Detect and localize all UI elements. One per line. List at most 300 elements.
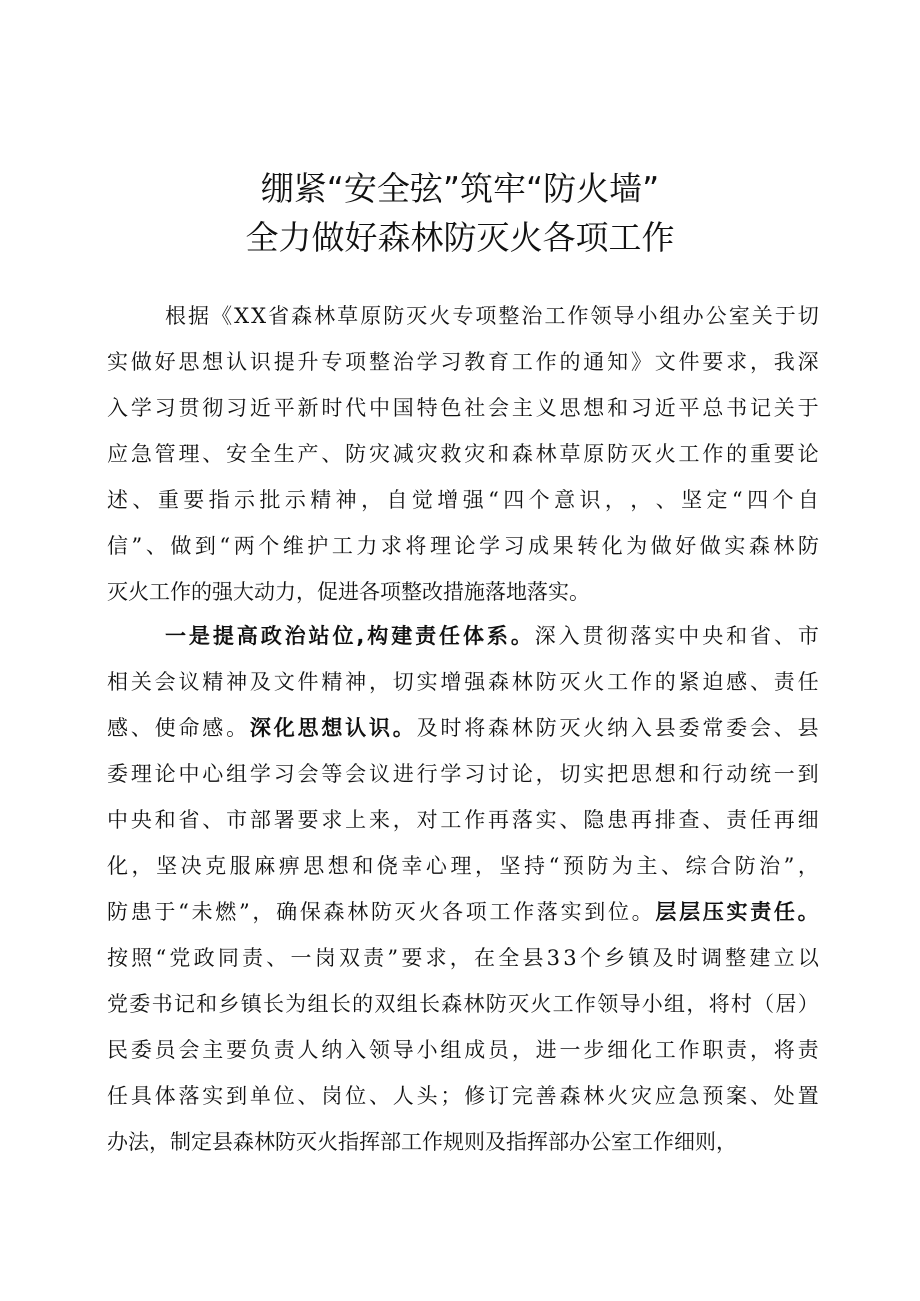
body-char: ”: [131, 534, 143, 558]
body-char: “: [488, 488, 499, 512]
body-char: 任: [797, 670, 819, 694]
body-char: 示: [234, 488, 256, 512]
bold-heading-char: 层: [679, 900, 701, 924]
body-char: 实: [654, 624, 676, 648]
body-char: 善: [535, 1084, 557, 1108]
bold-heading-char: 化: [273, 716, 295, 740]
bold-heading-char: 任: [439, 624, 461, 648]
body-char: 组: [226, 762, 248, 786]
body-char: 理: [178, 442, 200, 466]
body-char: ，: [604, 488, 626, 512]
body-char: 项: [475, 304, 497, 328]
bold-heading-char: 实: [726, 900, 748, 924]
body-char: 感: [202, 716, 224, 740]
body-char: 个: [258, 534, 280, 558]
body-char: 理: [130, 762, 152, 786]
body-char: 任: [749, 808, 771, 832]
body-char: 思: [559, 396, 581, 420]
body-char: 会: [488, 396, 509, 420]
body-char: 委: [129, 992, 151, 1016]
body-char: 立: [773, 946, 795, 970]
body-char: 森: [441, 992, 463, 1016]
body-char: 县: [654, 716, 676, 740]
body-char: 乡: [604, 946, 626, 970]
body-char: 工: [331, 534, 353, 558]
body-char: 林: [773, 534, 795, 558]
body-char: 论: [454, 534, 476, 558]
body-char: 员: [154, 1038, 176, 1062]
body-char: 减: [392, 442, 414, 466]
body-char: 为: [611, 854, 633, 878]
body-char: 使: [154, 716, 176, 740]
body-char: 森: [511, 442, 533, 466]
body-char: 习: [503, 534, 525, 558]
bold-heading-char: 构: [367, 624, 389, 648]
body-char: 增: [440, 670, 462, 694]
body-char: 将: [464, 716, 486, 740]
body-char: 述: [107, 488, 128, 512]
body-char: 行: [416, 762, 438, 786]
body-char: 于: [797, 396, 819, 420]
body-char: 双: [338, 946, 360, 970]
body-char: ，: [392, 808, 414, 832]
body-char: 再: [488, 808, 509, 832]
body-char: 成: [528, 534, 550, 558]
body-char: 火: [530, 992, 552, 1016]
body-char: 会: [154, 670, 176, 694]
body-char: 部: [249, 808, 271, 832]
body-char: 习: [226, 396, 248, 420]
body-char: 居: [775, 992, 797, 1016]
body-char: 来: [368, 808, 390, 832]
body-char: 工: [149, 580, 170, 604]
body-char: 增: [437, 488, 459, 512]
body-char: 和: [678, 762, 700, 786]
body-char: 火: [583, 670, 605, 694]
body-char: 转: [577, 534, 599, 558]
body-char: 工: [678, 442, 700, 466]
body-char: 主: [202, 1038, 224, 1062]
body-char: 神: [345, 670, 367, 694]
body-char: 责: [726, 808, 748, 832]
body-char: 统: [749, 762, 771, 786]
body-char: 要: [297, 808, 319, 832]
body-char: 专: [321, 350, 343, 374]
body-char: 中: [368, 396, 390, 420]
body-char: 导: [613, 304, 635, 328]
body-char: 记: [173, 992, 195, 1016]
body-char: 一: [290, 946, 312, 970]
body-char: 色: [440, 396, 462, 420]
body-char: 火: [418, 900, 440, 924]
body-char: 防: [734, 854, 756, 878]
body-char: 、: [297, 1084, 319, 1108]
body-char: 委: [726, 716, 748, 740]
body-char: 习: [273, 762, 295, 786]
body-char: 关: [751, 304, 773, 328]
body-char: 林: [347, 900, 369, 924]
body-char: 照: [131, 946, 153, 970]
body-char: 维: [282, 534, 304, 558]
body-char: 防: [535, 716, 557, 740]
body-char: ，: [252, 900, 274, 924]
body-char: 对: [416, 808, 438, 832]
body-char: 一: [559, 1038, 581, 1062]
body-char: 乡: [218, 992, 240, 1016]
body-char: 灭: [559, 716, 581, 740]
body-char: ，: [149, 1130, 170, 1154]
body-char: 到: [584, 900, 606, 924]
body-char: ，: [716, 1130, 737, 1154]
body-char: 和: [352, 854, 374, 878]
body-line: [107, 388, 819, 428]
body-char: 工: [440, 808, 462, 832]
body-char: “: [731, 488, 743, 512]
body-char: 修: [464, 1084, 486, 1108]
body-char: 挥: [359, 1130, 380, 1154]
body-char: 、: [202, 808, 224, 832]
body-char: 识: [249, 350, 271, 374]
body-char: 火: [583, 716, 605, 740]
body-char: 求: [321, 808, 343, 832]
body-char: ，: [449, 946, 471, 970]
body-char: 责: [273, 1038, 295, 1062]
body-char: ，: [474, 854, 496, 878]
body-char: 学: [440, 762, 462, 786]
body-char: 施: [464, 580, 485, 604]
bold-heading-char: 深: [249, 716, 271, 740]
body-char: 预: [702, 1084, 724, 1108]
body-char: 指: [338, 1130, 359, 1154]
body-char: 做: [130, 350, 152, 374]
document-title-line-1: 绷紧“安全弦”筑牢“防火墙”: [260, 169, 660, 208]
body-char: 的: [191, 580, 212, 604]
body-char: 平: [678, 396, 700, 420]
body-char: 议: [368, 762, 390, 786]
body-char: 委: [130, 1038, 152, 1062]
body-char: 部: [548, 1130, 569, 1154]
body-char: 强: [212, 580, 233, 604]
body-char: 想: [202, 350, 224, 374]
body-char: 成: [464, 1038, 486, 1062]
body-char: 责: [363, 946, 385, 970]
body-char: ，: [368, 670, 390, 694]
body-char: ）: [797, 992, 819, 1016]
body-char: 确: [276, 900, 298, 924]
body-char: 火: [607, 1084, 629, 1108]
body-char: 整: [498, 304, 520, 328]
body-line: [107, 342, 819, 382]
body-char: 专: [452, 304, 474, 328]
body-char: 思: [178, 350, 200, 374]
body-char: 感: [726, 670, 748, 694]
body-char: 代: [345, 396, 367, 420]
body-char: 则: [695, 1130, 716, 1154]
body-char: 建: [749, 946, 771, 970]
body-char: 书: [151, 992, 173, 1016]
bold-heading-char: 。: [510, 624, 532, 648]
body-char: ”: [387, 946, 399, 970]
body-char: 规: [443, 1130, 464, 1154]
body-char: 生: [273, 442, 295, 466]
body-char: 的: [654, 670, 676, 694]
body-char: 意: [554, 488, 576, 512]
body-char: 保: [299, 900, 321, 924]
body-char: 指: [506, 1130, 527, 1154]
body-char: 四: [747, 488, 769, 512]
body-line: [107, 800, 819, 840]
body-char: ，: [797, 854, 819, 878]
body-char: 动: [726, 762, 748, 786]
body-char: 我: [773, 350, 795, 374]
body-char: 单: [249, 1084, 271, 1108]
body-char: 及: [416, 716, 438, 740]
body-char: 做: [650, 534, 672, 558]
body-line: [107, 572, 819, 612]
body-char: 学: [479, 534, 500, 558]
body-char: 好: [675, 534, 697, 558]
body-char: 任: [107, 1084, 128, 1108]
body-char: 整: [368, 350, 390, 374]
body-char: 镇: [628, 946, 650, 970]
body-char: 学: [416, 350, 438, 374]
body-char: 义: [535, 396, 557, 420]
bold-heading-char: 责: [750, 900, 772, 924]
body-char: 。: [631, 900, 653, 924]
body-char: 原: [360, 304, 382, 328]
body-char: 位: [607, 900, 629, 924]
body-char: 防: [345, 442, 367, 466]
body-char: 力: [275, 580, 296, 604]
body-char: 理: [429, 534, 451, 558]
body-char: 预: [562, 854, 584, 878]
body-char: 法: [128, 1130, 149, 1154]
body-line: [107, 892, 819, 932]
body-char: 、: [145, 534, 167, 558]
body-char: 论: [511, 762, 533, 786]
body-char: ，: [630, 488, 652, 512]
body-char: 灾: [416, 442, 438, 466]
body-char: 则: [464, 1130, 485, 1154]
bold-heading-char: 是: [188, 624, 210, 648]
body-char: 决: [180, 854, 202, 878]
body-char: 长: [418, 992, 440, 1016]
body-char: 导: [619, 992, 641, 1016]
body-char: 处: [773, 1084, 795, 1108]
body-char: 灾: [630, 1084, 652, 1108]
body-char: 办: [107, 1130, 128, 1154]
body-char: 中: [678, 624, 700, 648]
body-char: 、: [773, 716, 795, 740]
body-char: 整: [725, 946, 747, 970]
body-char: 患: [607, 808, 629, 832]
body-char: 森: [748, 534, 770, 558]
body-char: 室: [611, 1130, 632, 1154]
bold-heading-char: 认: [345, 716, 367, 740]
body-char: 急: [678, 1084, 700, 1108]
body-char: 灾: [464, 442, 486, 466]
body-char: 神: [335, 488, 357, 512]
body-char: 、: [321, 442, 343, 466]
body-char: 林: [254, 1130, 275, 1154]
body-char: 批: [259, 488, 281, 512]
body-char: 防: [275, 1130, 296, 1154]
bold-heading-char: 治: [284, 624, 306, 648]
document-title-line-2: 全力做好森林防灭火各项工作: [245, 218, 675, 257]
body-char: 指: [208, 488, 230, 512]
body-char: 、: [130, 716, 152, 740]
body-char: 森: [488, 716, 509, 740]
body-char: X: [234, 304, 250, 328]
body-char: 进: [392, 762, 414, 786]
body-char: 调: [700, 946, 722, 970]
body-char: 灭: [559, 670, 581, 694]
body-char: 岗: [321, 1084, 343, 1108]
body-char: 作: [653, 1130, 674, 1154]
body-char: 森: [323, 900, 345, 924]
body-char: 论: [797, 442, 819, 466]
body-char: 迫: [702, 670, 724, 694]
body-char: 一: [773, 762, 795, 786]
body-char: 思: [630, 762, 652, 786]
body-char: 灭: [630, 442, 652, 466]
body-char: 文: [273, 670, 295, 694]
body-char: 灭: [296, 1130, 317, 1154]
body-char: 总: [702, 396, 724, 420]
bold-heading-char: 建: [391, 624, 413, 648]
body-char: 查: [678, 808, 700, 832]
body-char: 小: [416, 1038, 438, 1062]
body-char: 思: [303, 854, 325, 878]
body-char: 位: [345, 1084, 367, 1108]
body-char: 体: [154, 1084, 176, 1108]
body-char: 贯: [178, 396, 200, 420]
body-char: 、: [202, 442, 224, 466]
body-line: [107, 754, 819, 794]
body-char: 、: [559, 808, 581, 832]
body-line: [165, 616, 819, 656]
body-char: 要: [401, 946, 423, 970]
body-char: 防: [797, 534, 819, 558]
bold-heading-char: 提: [212, 624, 234, 648]
body-char: 工: [654, 1038, 676, 1062]
body-char: 作: [630, 670, 652, 694]
body-char: 森: [291, 304, 313, 328]
body-char: 讨: [488, 762, 509, 786]
body-line: [107, 434, 819, 474]
body-char: 委: [107, 762, 128, 786]
body-char: 要: [183, 488, 205, 512]
body-char: 防: [383, 304, 405, 328]
body-char: 入: [558, 624, 580, 648]
body-char: 置: [797, 1084, 819, 1108]
body-char: 同: [217, 946, 239, 970]
body-char: ，: [511, 1038, 533, 1062]
body-char: 想: [327, 854, 349, 878]
body-char: 精: [321, 670, 343, 694]
body-char: 工: [544, 304, 566, 328]
body-char: 的: [726, 442, 748, 466]
body-char: 等: [321, 762, 343, 786]
body-char: 。: [226, 716, 248, 740]
body-char: 社: [464, 396, 486, 420]
body-char: 以: [797, 946, 819, 970]
body-char: 和: [154, 808, 176, 832]
body-char: 、: [368, 1084, 390, 1108]
body-char: 作: [422, 1130, 443, 1154]
body-char: 草: [337, 304, 359, 328]
body-char: 把: [607, 762, 629, 786]
body-char: 市: [797, 624, 819, 648]
body-char: 觉: [411, 488, 433, 512]
body-line: [107, 708, 819, 748]
body-char: 组: [440, 1038, 462, 1062]
body-char: 细: [674, 1130, 695, 1154]
body-char: 重: [749, 442, 771, 466]
body-char: 民: [107, 1038, 128, 1062]
body-char: 命: [178, 716, 200, 740]
body-char: 导: [392, 1038, 414, 1062]
body-char: 要: [773, 442, 795, 466]
body-char: 央: [130, 808, 152, 832]
bold-heading-char: ,: [356, 624, 365, 648]
body-char: 地: [506, 580, 527, 604]
body-char: 实: [560, 900, 582, 924]
body-char: 在: [474, 946, 495, 970]
body-char: 持: [524, 854, 546, 878]
body-char: 求: [726, 350, 748, 374]
body-char: 到: [194, 534, 216, 558]
body-char: 深: [797, 350, 819, 374]
body-char: 动: [254, 580, 275, 604]
body-char: 将: [708, 992, 730, 1016]
body-char: 重: [157, 488, 179, 512]
body-char: 彻: [202, 396, 224, 420]
body-char: 灾: [368, 442, 390, 466]
body-char: 主: [636, 854, 658, 878]
body-char: 纳: [321, 1038, 343, 1062]
body-char: 想: [583, 396, 605, 420]
body-char: 要: [226, 1038, 248, 1062]
body-char: 关: [130, 670, 152, 694]
body-char: 原: [583, 442, 605, 466]
body-char: 全: [498, 946, 520, 970]
body-char: 件: [297, 670, 319, 694]
bold-heading-char: 。: [797, 900, 819, 924]
body-char: 入: [630, 716, 652, 740]
body-char: 和: [196, 992, 218, 1016]
body-char: 急: [130, 442, 152, 466]
body-char: 认: [226, 350, 248, 374]
bold-heading-char: 政: [260, 624, 282, 648]
body-char: 党: [107, 992, 128, 1016]
body-char: 纳: [607, 716, 629, 740]
body-char: 产: [297, 442, 319, 466]
body-char: 领: [597, 992, 619, 1016]
body-char: “: [155, 946, 167, 970]
body-char: 合: [710, 854, 732, 878]
body-char: 相: [107, 670, 128, 694]
body-char: 项: [380, 580, 401, 604]
body-char: 克: [205, 854, 227, 878]
body-char: 及: [249, 670, 271, 694]
body-char: 平: [273, 396, 295, 420]
body-char: 草: [559, 442, 581, 466]
body-char: 安: [226, 442, 248, 466]
body-char: 定: [706, 488, 728, 512]
body-char: 全: [249, 442, 271, 466]
body-char: 部: [380, 1130, 401, 1154]
